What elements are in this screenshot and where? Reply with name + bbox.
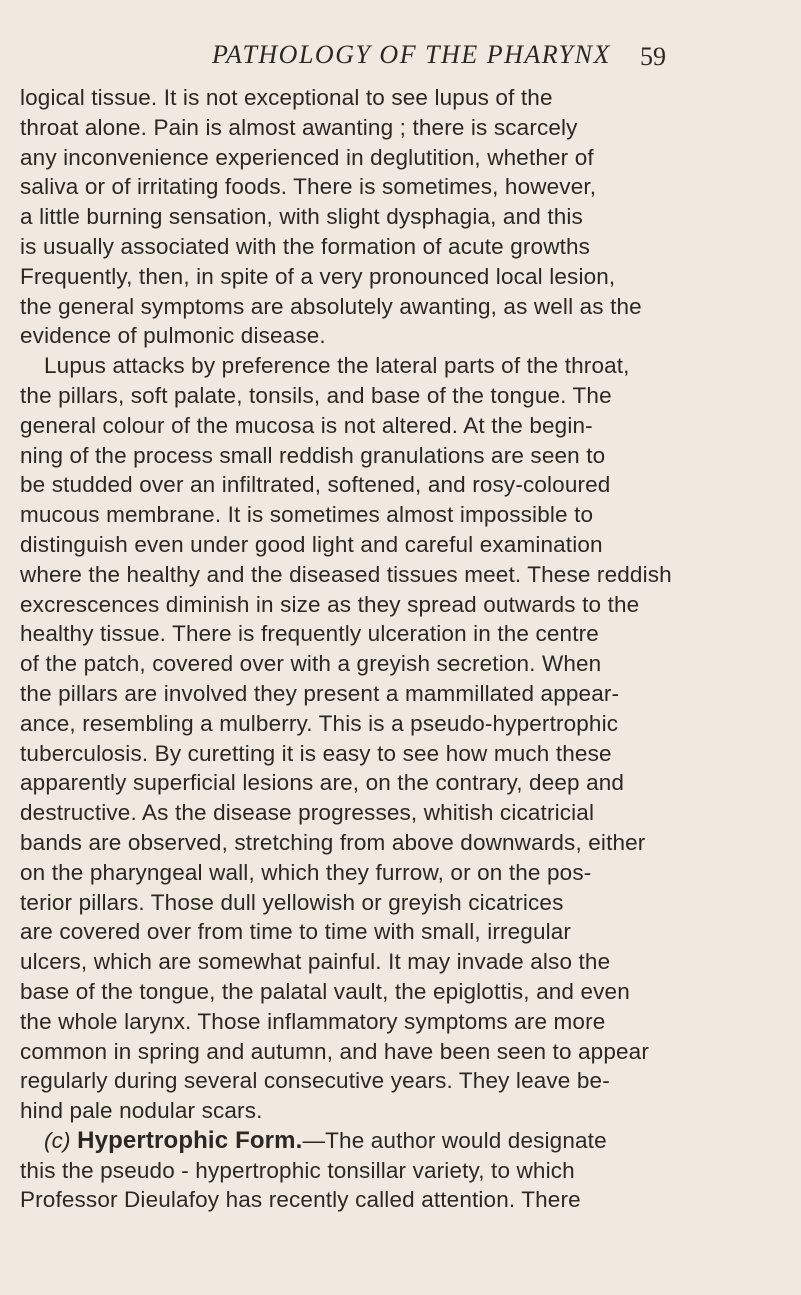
text-line: the whole larynx. Those inflammatory symptoms are more — [20, 1008, 606, 1034]
text-line: evidence of pulmonic disease. — [20, 323, 326, 349]
text-line: ance, resembling a mulberry. This is a pseudo-hypertrophic — [20, 710, 619, 736]
text-line: logical tissue. It is not exceptional to see lupus of the — [20, 85, 553, 110]
text-line: mucous membrane. It is sometimes almost impossible to — [20, 502, 594, 528]
text-line: where the healthy and the diseased tissues meet. These reddish — [20, 561, 672, 587]
text-line: this the pseudo - hypertrophic tonsillar variety, to which — [20, 1157, 575, 1183]
text-line: any inconvenience experienced in deglutition, whether of — [20, 144, 594, 170]
section-first-line-text: —The author would designate — [302, 1127, 607, 1153]
text-line: a little burning sensation, with slight dysphagia, and this — [20, 204, 583, 230]
text-line: hind pale nodular scars. — [20, 1098, 263, 1124]
text-line: terior pillars. Those dull yellowish or greyish cicatrices — [20, 889, 564, 915]
text-line: ning of the process small reddish granulations are seen to — [20, 442, 606, 468]
text-line: apparently superficial lesions are, on the contrary, deep and — [20, 770, 625, 796]
text-line: saliva or of irritating foods. There is sometimes, however, — [20, 174, 597, 200]
text-line: throat alone. Pain is almost awanting ; there is scarcely — [20, 114, 578, 140]
text-line: the pillars, soft palate, tonsils, and base of the tongue. The — [20, 382, 612, 408]
text-line: destructive. As the disease progresses, whitish cicatricial — [20, 800, 595, 826]
page-number: 59 — [640, 42, 666, 71]
running-title: PATHOLOGY OF THE PHARYNX — [212, 40, 611, 69]
text-line: Professor Dieulafoy has recently called attention. There — [20, 1187, 581, 1213]
text-line: regularly during several consecutive years. They leave be- — [20, 1068, 610, 1094]
text-line: the pillars are involved they present a mammillated appear- — [20, 680, 620, 706]
text-line: be studded over an infiltrated, softened, and rosy-coloured — [20, 472, 611, 498]
text-line: of the patch, covered over with a greyish secretion. When — [20, 651, 602, 677]
text-line: base of the tongue, the palatal vault, the epiglottis, and even — [20, 978, 630, 1004]
text-line: Frequently, then, in spite of a very pronounced local lesion, — [20, 263, 616, 289]
text-line: common in spring and autumn, and have been seen to appear — [20, 1038, 649, 1064]
text-line: are covered over from time to time with small, irregular — [20, 919, 572, 945]
text-line: tuberculosis. By curetting it is easy to see how much these — [20, 740, 612, 766]
text-line: distinguish even under good light and careful examination — [20, 531, 603, 557]
text-line: ulcers, which are somewhat painful. It may invade also the — [20, 949, 611, 975]
text-line: general colour of the mucosa is not altered. At the begin- — [20, 412, 593, 438]
text-line: excrescences diminish in size as they spread outwards to the — [20, 591, 640, 617]
text-line: on the pharyngeal wall, which they furrow, or on the pos- — [20, 859, 592, 885]
section-heading: Hypertrophic Form. — [77, 1126, 303, 1154]
text-line: healthy tissue. There is frequently ulceration in the centre — [20, 621, 599, 647]
running-head — [0, 40, 801, 80]
section-marker: (c) — [44, 1127, 71, 1153]
section-heading-line — [20, 1126, 790, 1156]
text-line: the general symptoms are absolutely awanting, as well as the — [20, 293, 642, 319]
body-text — [20, 83, 790, 1215]
text-line: bands are observed, stretching from above downwards, either — [20, 829, 646, 855]
text-line: is usually associated with the formation of acute growths — [20, 233, 591, 259]
paragraph-start-line: Lupus attacks by preference the lateral parts of the throat, — [44, 353, 630, 379]
